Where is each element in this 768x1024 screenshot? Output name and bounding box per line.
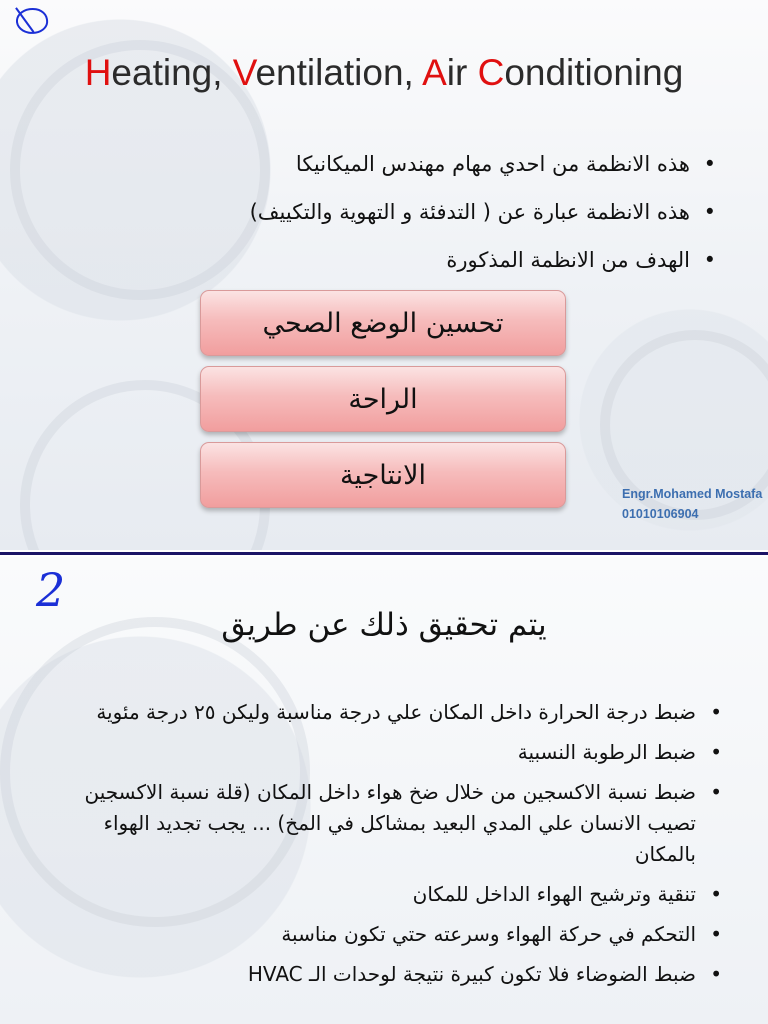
author-phone: 01010106904	[622, 507, 699, 521]
list-item: • تنقية وترشيح الهواء الداخل للمكان	[72, 879, 722, 910]
title-part: entilation,	[255, 52, 423, 93]
list-item: • هذه الانظمة من احدي مهام مهندس الميكانيكا	[116, 140, 716, 188]
slide-title	[0, 52, 768, 94]
list-item: • ضبط نسبة الاكسجين من خلال ضخ هواء داخل المكان (قلة نسبة الاكسجين تصيب الانسان علي المدي البعيد بمشاكل في المخ) ... يجب تجديد الهواء بالمكان	[72, 777, 722, 870]
title-part: ir	[446, 52, 478, 93]
bullet-list	[116, 140, 716, 284]
goal-button-productivity[interactable]: الانتاجية	[200, 442, 566, 508]
title-letter-c: C	[477, 52, 505, 93]
handwritten-circle-icon	[14, 6, 49, 36]
title-letter-h: H	[84, 52, 112, 93]
list-item: • التحكم في حركة الهواء وسرعته حتي تكون مناسبة	[72, 919, 722, 950]
slide-2	[0, 557, 768, 1024]
author-credit	[622, 484, 768, 524]
list-item: • ضبط الضوضاء فلا تكون كبيرة نتيجة لوحدات الـ HVAC	[72, 959, 722, 990]
slide-divider	[0, 550, 768, 557]
slide-title: يتم تحقيق ذلك عن طريق	[221, 607, 547, 643]
goal-button-comfort[interactable]: الراحة	[200, 366, 566, 432]
title-letter-v: V	[232, 52, 256, 93]
list-item: • ضبط الرطوبة النسبية	[72, 737, 722, 768]
list-item: • هذه الانظمة عبارة عن ( التدفئة و التهوية والتكييف)	[116, 188, 716, 236]
goal-button-health[interactable]: تحسين الوضع الصحي	[200, 290, 566, 356]
page-number: 2	[36, 563, 66, 617]
author-name: Engr.Mohamed Mostafa	[622, 487, 763, 501]
list-item: • ضبط درجة الحرارة داخل المكان علي درجة مناسبة وليكن ٢٥ درجة مئوية	[72, 697, 722, 728]
title-part: onditioning	[504, 52, 684, 93]
list-item: • الهدف من الانظمة المذكورة	[116, 236, 716, 284]
title-part: eating,	[111, 52, 233, 93]
title-letter-a: A	[422, 52, 447, 93]
bullet-list	[72, 697, 722, 999]
